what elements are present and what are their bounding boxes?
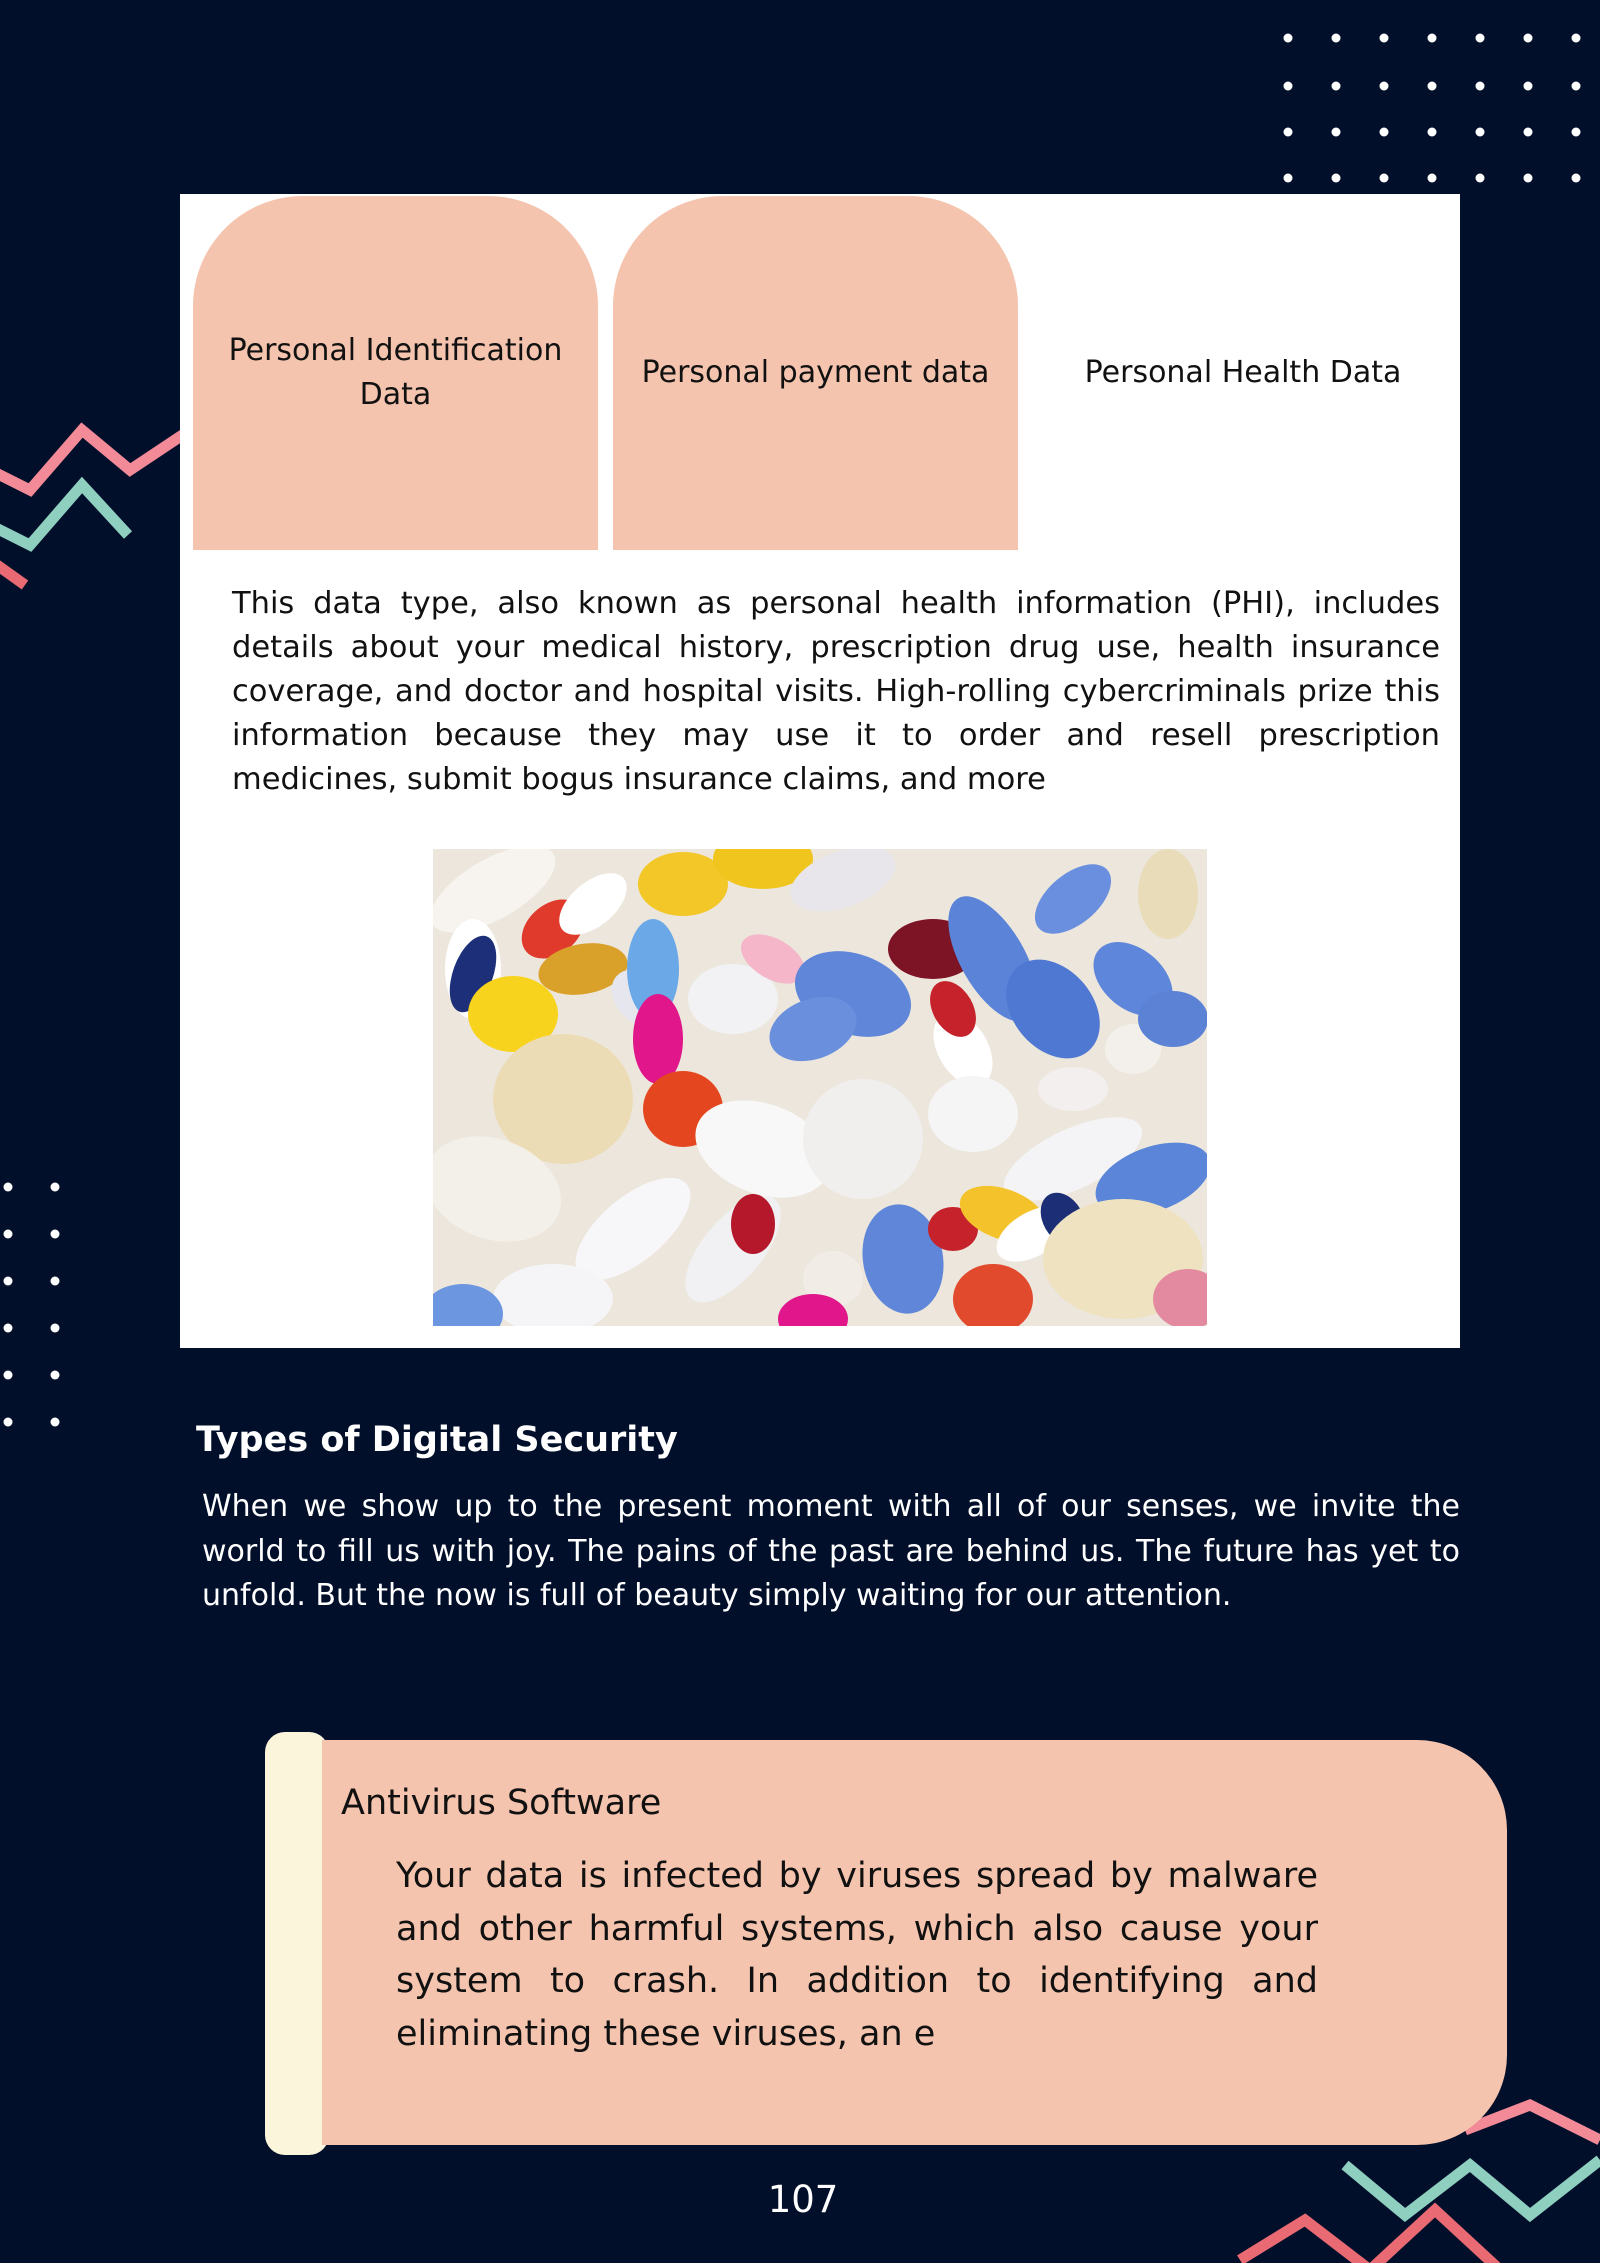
pills-photo [433,849,1207,1326]
page-number: 107 [767,2178,839,2221]
callout-accent-bar [265,1732,329,2155]
callout-text: Your data is infected by viruses spread by malware and other harmful systems, which also cause your system to crash. In addition to identifying and eliminating these viruses, an e [396,1856,1318,2054]
tab-label: Personal payment data [641,355,990,390]
section-title: Types of Digital Security [196,1420,678,1460]
zigzag-left-decoration [0,410,190,600]
tab-label: Personal Identification Data [228,333,563,412]
dot-grid-left [0,1175,70,1435]
dot-grid-top-right [1280,26,1600,186]
tab-personal-health-data[interactable] [1033,196,1453,550]
health-data-description: This data type, also known as personal health information (PHI), includes details about your medical history, prescription drug use, health insurance coverage, and doctor and hospital visits. High-rolling cybercriminals prize this information because they may use it to order and resell prescription medicines, submit bogus insurance claims, and more [232,586,1440,797]
tab-personal-identification-data[interactable] [193,196,598,550]
tab-label: Personal Health Data [1084,355,1402,390]
section-paragraph: When we show up to the present moment with all of our senses, we invite the world to fill us with joy. The pains of the past are behind us. The future has yet to unfold. But the now is full of beauty simply waiting for our attention. [202,1489,1460,1613]
callout-title: Antivirus Software [341,1783,662,1823]
data-types-card [180,194,1460,1348]
tab-personal-payment-data[interactable] [613,196,1018,550]
